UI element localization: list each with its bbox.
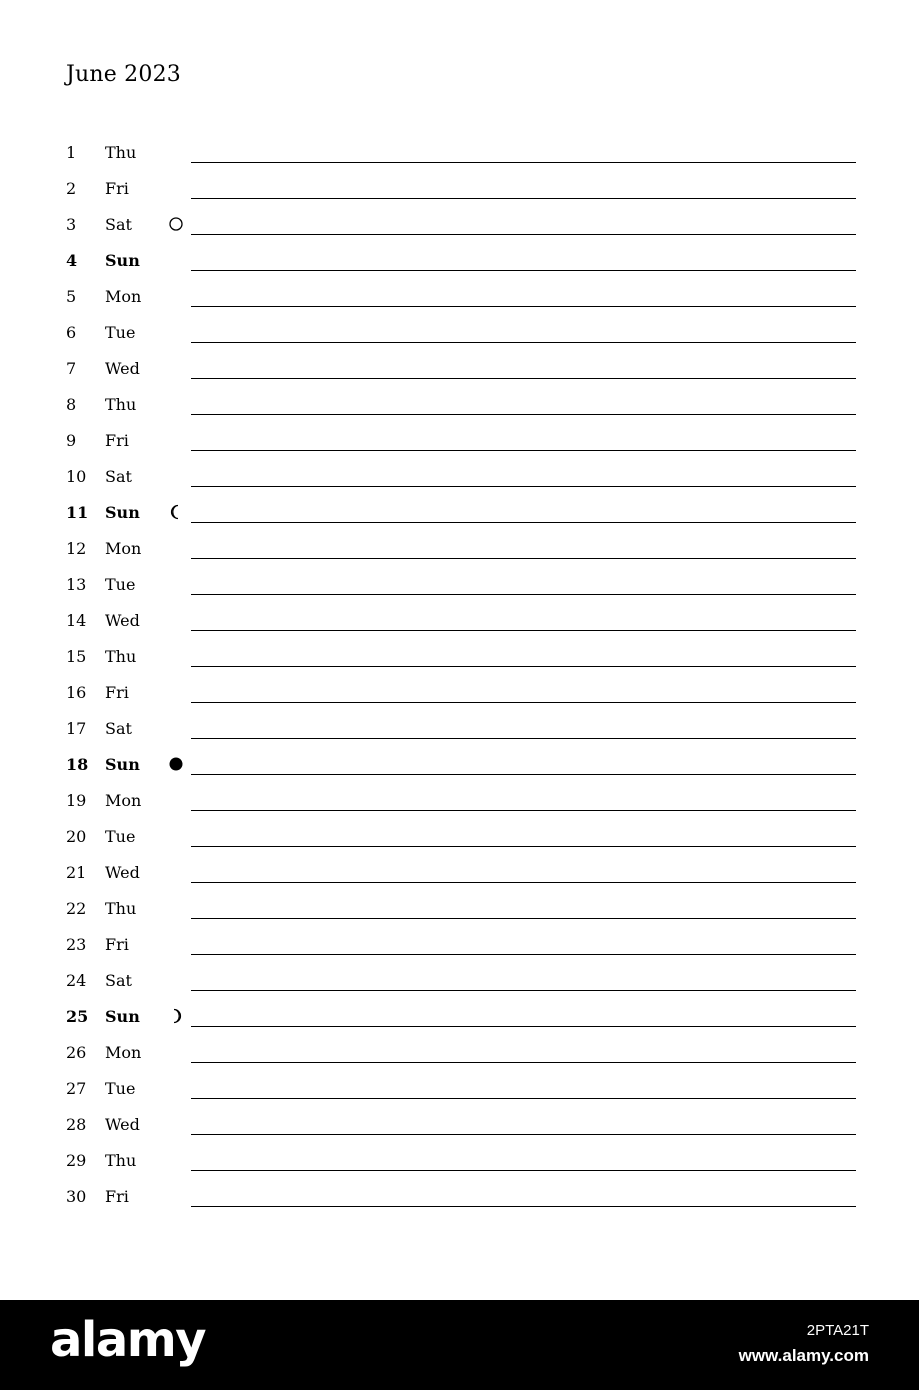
site-url: www.alamy.com	[738, 1346, 869, 1365]
writing-line[interactable]	[191, 1170, 856, 1171]
watermark-banner	[0, 1300, 919, 1390]
weekday-name: Wed	[105, 863, 140, 882]
day-number: 15	[66, 647, 87, 666]
writing-line[interactable]	[191, 738, 856, 739]
weekday-name: Fri	[105, 431, 129, 450]
day-row	[0, 1034, 919, 1070]
day-number: 10	[66, 467, 87, 486]
writing-line[interactable]	[191, 234, 856, 235]
day-number: 13	[66, 575, 87, 594]
day-row	[0, 386, 919, 422]
writing-line[interactable]	[191, 1062, 856, 1063]
day-row	[0, 1178, 919, 1214]
day-row	[0, 314, 919, 350]
day-row	[0, 746, 919, 782]
day-number: 19	[66, 791, 87, 810]
writing-line[interactable]	[191, 1098, 856, 1099]
day-row	[0, 962, 919, 998]
writing-line[interactable]	[191, 306, 856, 307]
weekday-name: Wed	[105, 359, 140, 378]
writing-line[interactable]	[191, 558, 856, 559]
day-row	[0, 818, 919, 854]
day-row	[0, 350, 919, 386]
day-row	[0, 494, 919, 530]
day-row	[0, 854, 919, 890]
writing-line[interactable]	[191, 1134, 856, 1135]
writing-line[interactable]	[191, 774, 856, 775]
weekday-name: Thu	[105, 899, 137, 918]
day-number: 27	[66, 1079, 87, 1098]
writing-line[interactable]	[191, 810, 856, 811]
day-row	[0, 674, 919, 710]
day-row	[0, 422, 919, 458]
page-title: June 2023	[66, 62, 181, 87]
day-row	[0, 998, 919, 1034]
day-number: 17	[66, 719, 87, 738]
writing-line[interactable]	[191, 666, 856, 667]
weekday-name: Fri	[105, 683, 129, 702]
writing-line[interactable]	[191, 270, 856, 271]
day-number: 20	[66, 827, 87, 846]
day-number: 12	[66, 539, 87, 558]
writing-line[interactable]	[191, 918, 856, 919]
writing-line[interactable]	[191, 1026, 856, 1027]
writing-line[interactable]	[191, 522, 856, 523]
image-id: 2PTA21T	[806, 1322, 869, 1339]
weekday-name: Sat	[105, 971, 132, 990]
day-row	[0, 1106, 919, 1142]
day-number: 21	[66, 863, 87, 882]
day-row	[0, 530, 919, 566]
weekday-name: Sat	[105, 467, 132, 486]
writing-line[interactable]	[191, 414, 856, 415]
writing-line[interactable]	[191, 990, 856, 991]
writing-line[interactable]	[191, 342, 856, 343]
day-number: 24	[66, 971, 87, 990]
writing-line[interactable]	[191, 1206, 856, 1207]
day-number: 18	[66, 755, 89, 774]
day-row	[0, 170, 919, 206]
day-number: 30	[66, 1187, 87, 1206]
day-number: 25	[66, 1007, 89, 1026]
writing-line[interactable]	[191, 594, 856, 595]
weekday-name: Fri	[105, 179, 129, 198]
day-number: 26	[66, 1043, 87, 1062]
writing-line[interactable]	[191, 378, 856, 379]
day-number: 29	[66, 1151, 87, 1170]
weekday-name: Sun	[105, 755, 140, 774]
weekday-name: Wed	[105, 611, 140, 630]
writing-line[interactable]	[191, 198, 856, 199]
day-number: 8	[66, 395, 77, 414]
weekday-name: Wed	[105, 1115, 140, 1134]
weekday-name: Mon	[105, 287, 142, 306]
day-row	[0, 1142, 919, 1178]
writing-line[interactable]	[191, 162, 856, 163]
day-number: 22	[66, 899, 87, 918]
weekday-name: Tue	[105, 575, 136, 594]
day-number: 7	[66, 359, 77, 378]
weekday-name: Thu	[105, 143, 137, 162]
day-row	[0, 710, 919, 746]
day-row	[0, 1070, 919, 1106]
first-quarter-icon	[167, 1007, 185, 1025]
weekday-name: Thu	[105, 647, 137, 666]
writing-line[interactable]	[191, 702, 856, 703]
day-row	[0, 206, 919, 242]
day-number: 11	[66, 503, 89, 522]
weekday-name: Tue	[105, 1079, 136, 1098]
weekday-name: Fri	[105, 935, 129, 954]
weekday-name: Mon	[105, 791, 142, 810]
day-row	[0, 566, 919, 602]
weekday-name: Sun	[105, 251, 140, 270]
writing-line[interactable]	[191, 882, 856, 883]
day-row	[0, 926, 919, 962]
weekday-name: Mon	[105, 539, 142, 558]
day-number: 5	[66, 287, 77, 306]
writing-line[interactable]	[191, 846, 856, 847]
weekday-name: Sat	[105, 719, 132, 738]
day-row	[0, 602, 919, 638]
day-row	[0, 242, 919, 278]
weekday-name: Mon	[105, 1043, 142, 1062]
full-moon-icon	[167, 215, 185, 233]
writing-line[interactable]	[191, 630, 856, 631]
day-number: 28	[66, 1115, 87, 1134]
alamy-logo: alamy	[50, 1312, 206, 1368]
day-number: 2	[66, 179, 77, 198]
weekday-name: Sun	[105, 1007, 140, 1026]
day-number: 6	[66, 323, 77, 342]
weekday-name: Sun	[105, 503, 140, 522]
last-quarter-icon	[167, 503, 185, 521]
weekday-name: Thu	[105, 395, 137, 414]
day-number: 3	[66, 215, 77, 234]
weekday-name: Sat	[105, 215, 132, 234]
day-row	[0, 890, 919, 926]
writing-line[interactable]	[191, 450, 856, 451]
day-row	[0, 782, 919, 818]
weekday-name: Tue	[105, 323, 136, 342]
day-list	[0, 134, 919, 1214]
day-row	[0, 134, 919, 170]
writing-line[interactable]	[191, 486, 856, 487]
day-number: 23	[66, 935, 87, 954]
day-number: 1	[66, 143, 77, 162]
day-number: 9	[66, 431, 77, 450]
weekday-name: Thu	[105, 1151, 137, 1170]
day-number: 14	[66, 611, 87, 630]
weekday-name: Tue	[105, 827, 136, 846]
weekday-name: Fri	[105, 1187, 129, 1206]
day-row	[0, 458, 919, 494]
day-number: 4	[66, 251, 78, 270]
writing-line[interactable]	[191, 954, 856, 955]
day-row	[0, 638, 919, 674]
new-moon-icon	[167, 755, 185, 773]
day-number: 16	[66, 683, 87, 702]
day-row	[0, 278, 919, 314]
